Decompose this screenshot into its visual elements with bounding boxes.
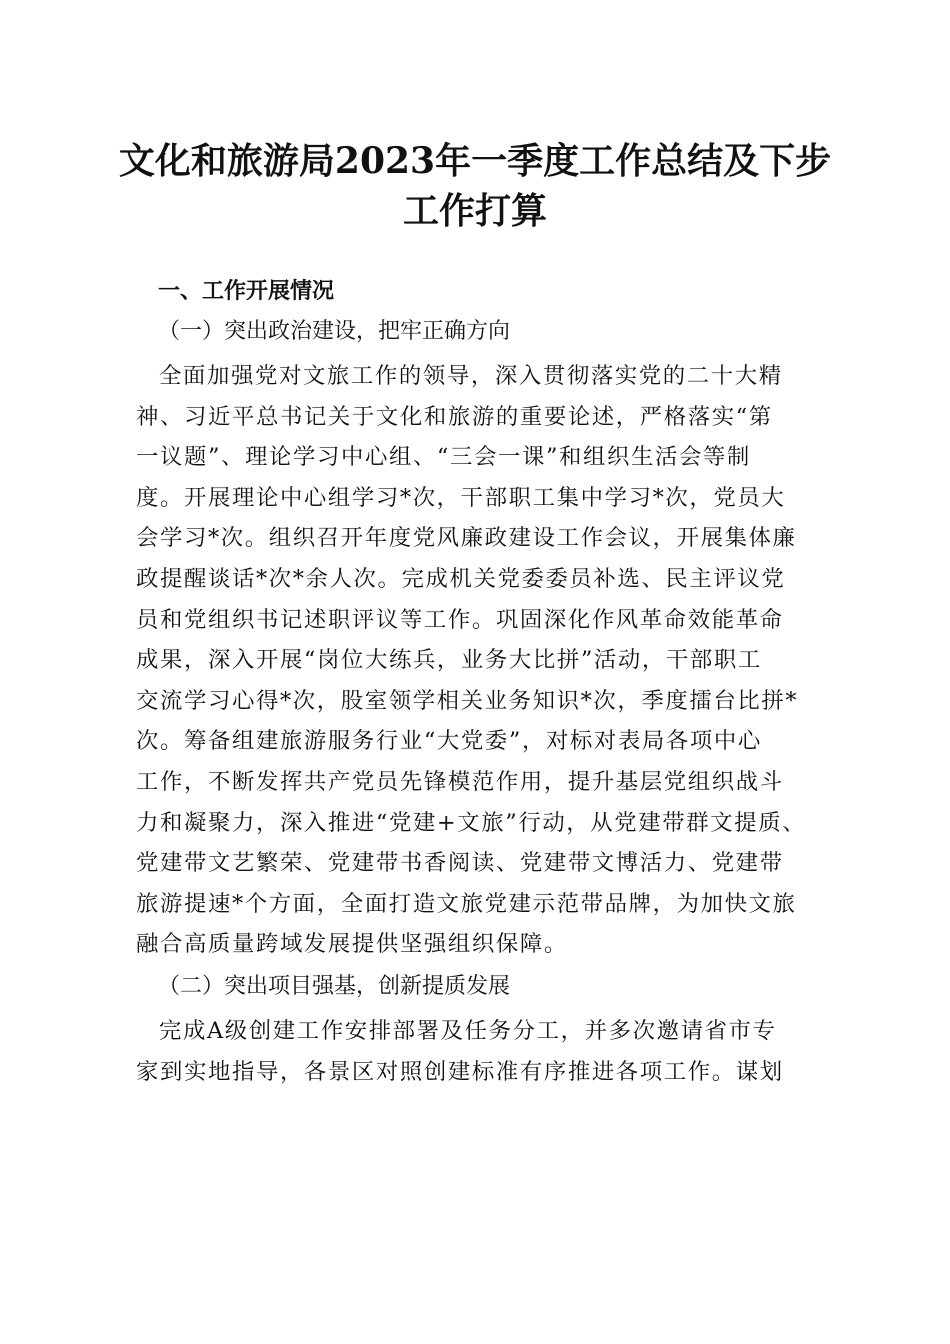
paragraph-line: 次。筹备组建旅游服务行业“大党委”，对标对表局各项中心 — [136, 728, 762, 755]
paragraph-project-foundation — [136, 1011, 826, 1092]
paragraph-line: 家到实地指导，各景区对照创建标准有序推进各项工作。谋划 — [136, 1058, 784, 1085]
paragraph-line: 完成A级创建工作安排部署及任务分工，并多次邀请省市专 — [159, 1017, 777, 1044]
paragraph-line: 政提醒谈话*次*余人次。完成机关党委委员补选、民主评议党 — [136, 565, 786, 592]
paragraph-line: 党建带文艺繁荣、党建带书香阅读、党建带文博活力、党建带 — [136, 850, 784, 877]
paragraph-line: 员和党组织书记述职评议等工作。巩固深化作风革命效能革命 — [136, 606, 784, 633]
paragraph-line: 会学习*次。组织召开年度党风廉政建设工作会议，开展集体廉 — [136, 525, 797, 552]
paragraph-line: 全面加强党对文旅工作的领导，深入贯彻落实党的二十大精 — [159, 363, 783, 389]
paragraph-line: 神、习近平总书记关于文化和旅游的重要论述，严格落实“第 — [136, 403, 773, 430]
paragraph-political-building — [136, 356, 826, 965]
paragraph-line: 旅游提速*个方面，全面打造文旅党建示范带品牌，为加快文旅 — [136, 890, 797, 917]
paragraph-line: 融合高质量跨域发展提供坚强组织保障。 — [136, 931, 568, 958]
paragraph-line: 力和凝聚力，深入推进“党建+文旅”行动，从党建带群文提质、 — [136, 809, 807, 836]
title-line-1: 文化和旅游局2023年一季度工作总结及下步 — [118, 140, 832, 182]
paragraph-line: 交流学习心得*次，股室领学相关业务知识*次，季度擂台比拼* — [136, 687, 799, 714]
paragraph-line: 度。开展理论中心组学习*次，干部职工集中学习*次，党员大 — [136, 484, 786, 511]
paragraph-line: 一议题”、理论学习中心组、“三会一课”和组织生活会等制 — [136, 444, 751, 471]
document-body — [136, 272, 826, 1092]
paragraph-line: 成果，深入开展“岗位大练兵，业务大比拼”活动，干部职工 — [136, 647, 762, 674]
document-title — [100, 136, 850, 236]
paragraph-line: 工作，不断发挥共产党员先锋模范作用，提升基层党组织战斗 — [136, 768, 784, 795]
subsection-heading-political-building: （一）突出政治建设，把牢正确方向 — [158, 319, 511, 344]
subsection-heading-project-foundation: （二）突出项目强基，创新提质发展 — [158, 973, 511, 999]
title-line-2: 工作打算 — [402, 190, 547, 232]
section-heading-work-status: 一、工作开展情况 — [158, 279, 335, 304]
